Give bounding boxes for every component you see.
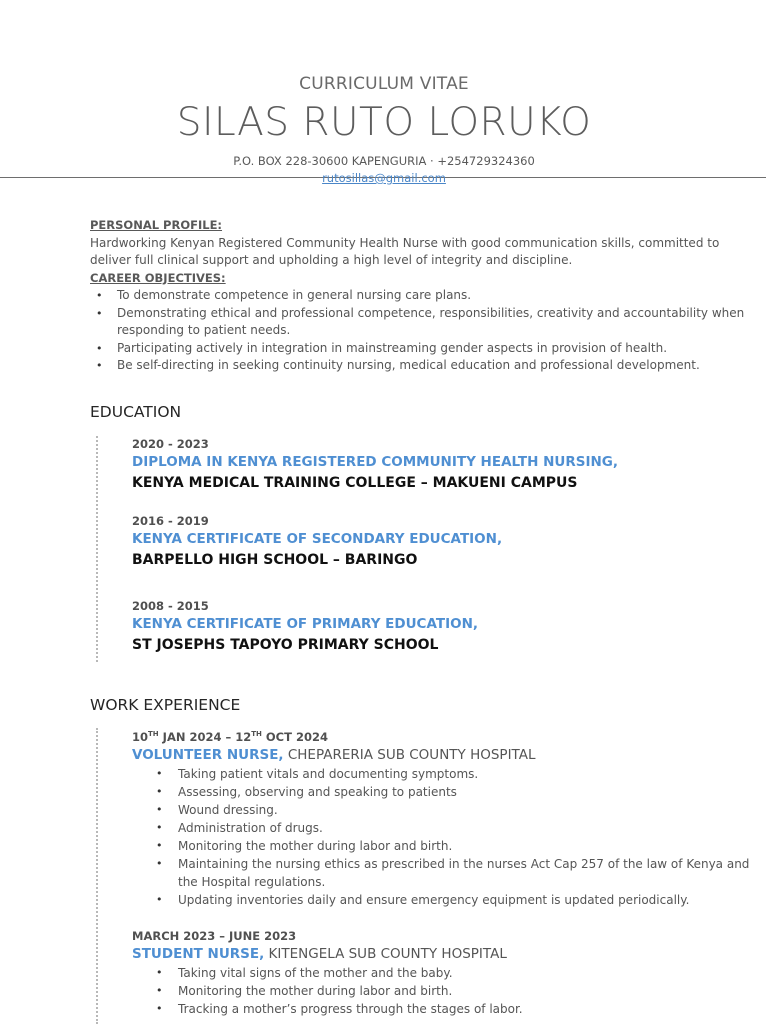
education-institution: ST JOSEPHS TAPOYO PRIMARY SCHOOL (132, 637, 439, 653)
work-title: WORK EXPERIENCE (90, 696, 241, 714)
work-role (132, 747, 752, 763)
job-title: STUDENT NURSE, (132, 946, 265, 962)
duties-list (132, 964, 752, 1018)
list-item: • Taking vital signs of the mother and the baby. (178, 964, 752, 982)
document-title: CURRICULUM VITAE (299, 74, 469, 94)
list-item: • Administration of drugs. (178, 819, 752, 837)
education-institution: BARPELLO HIGH SCHOOL – BARINGO (132, 552, 418, 568)
list-item: • Taking patient vitals and documenting symptoms. (178, 765, 752, 783)
list-item: • Tracking a mother’s progress through the stages of labor. (178, 1000, 752, 1018)
list-item: • Monitoring the mother during labor and birth. (178, 982, 752, 1000)
education-years: 2016 - 2019 (132, 514, 209, 528)
objectives-heading: CAREER OBJECTIVES: (90, 270, 226, 285)
education-entry (132, 437, 752, 491)
list-item: • Wound dressing. (178, 801, 752, 819)
work-entry (132, 730, 752, 909)
education-qualification: DIPLOMA IN KENYA REGISTERED COMMUNITY HEALTH NURSING, (132, 454, 619, 470)
contact-line: P.O. BOX 228-30600 KAPENGURIA · +254729324360 (233, 154, 535, 168)
list-item: • Maintaining the nursing ethics as prescribed in the nurses Act Cap 257 of the law of Kenya and the Hospital regulations. (178, 855, 752, 891)
work-timeline (96, 728, 98, 1024)
work-entry (132, 929, 752, 1018)
email-link[interactable]: rutosillas@gmail.com (322, 171, 446, 185)
education-qualification: KENYA CERTIFICATE OF SECONDARY EDUCATION, (132, 531, 503, 547)
work-role (132, 946, 752, 962)
list-item: • Demonstrating ethical and professional competence, responsibilities, creativity and accountability when responding to patient needs. (117, 305, 750, 340)
job-place: CHEPARERIA SUB COUNTY HOSPITAL (283, 747, 536, 763)
list-item: • Participating actively in integration in mainstreaming gender aspects in provision of health. (117, 340, 750, 358)
list-item: • Be self-directing in seeking continuity nursing, medical education and professional development. (117, 357, 750, 375)
candidate-name: SILAS RUTO LORUKO (176, 100, 592, 145)
work-dates: 10TH JAN 2024 – 12TH OCT 2024 (132, 730, 328, 744)
education-title: EDUCATION (90, 403, 182, 421)
education-qualification: KENYA CERTIFICATE OF PRIMARY EDUCATION, (132, 616, 479, 632)
list-item: • To demonstrate competence in general nursing care plans. (117, 287, 750, 305)
work-dates: MARCH 2023 – JUNE 2023 (132, 929, 297, 943)
education-timeline (96, 436, 98, 662)
job-title: VOLUNTEER NURSE, (132, 747, 284, 763)
job-place: KITENGELA SUB COUNTY HOSPITAL (264, 946, 507, 962)
education-institution: KENYA MEDICAL TRAINING COLLEGE – MAKUENI CAMPUS (132, 475, 578, 491)
education-entry (132, 514, 752, 568)
duties-list (132, 765, 752, 909)
profile-text: Hardworking Kenyan Registered Community Health Nurse with good communication skills, committed to deliver full clinical support and upholding a high level of integrity and discipline. (90, 235, 720, 267)
list-item: • Updating inventories daily and ensure emergency equipment is updated periodically. (178, 891, 752, 909)
objectives-list (90, 287, 750, 375)
list-item: • Monitoring the mother during labor and birth. (178, 837, 752, 855)
education-years: 2020 - 2023 (132, 437, 209, 451)
education-years: 2008 - 2015 (132, 599, 209, 613)
list-item: • Assessing, observing and speaking to patients (178, 783, 752, 801)
profile-heading: PERSONAL PROFILE: (90, 218, 223, 232)
profile-section (90, 217, 750, 375)
education-entry (132, 599, 752, 653)
